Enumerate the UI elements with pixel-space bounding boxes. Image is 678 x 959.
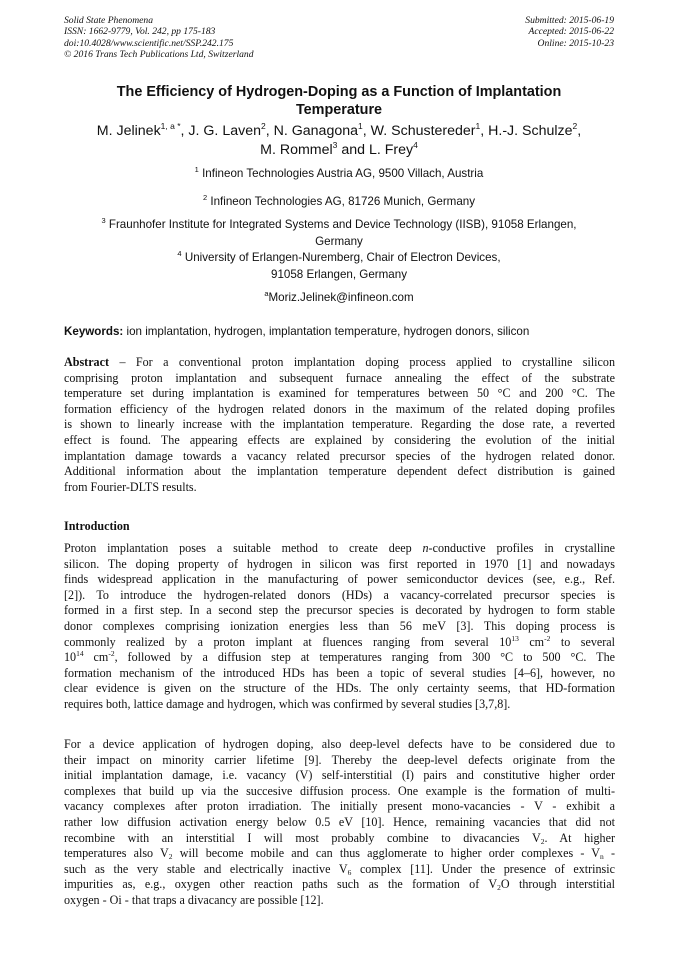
- submitted-date: Submitted: 2015-06-19: [525, 15, 614, 26]
- author-name: M. Rommel: [260, 142, 333, 158]
- author-name: L. Frey: [368, 142, 414, 158]
- affiliation-2: $^2$ Infineon Technologies AG, 81726 Munich, Germany: [202, 193, 476, 208]
- affiliation-3: $^3$ Fraunhofer Institute for Integrated Systems and Device Technology (IISB), 91058 Erlangen, Germany: [101, 216, 577, 248]
- abstract-label: Abstract: [64, 355, 110, 369]
- copyright-line: © 2016 Trans Tech Publications Ltd, Switzerland: [64, 48, 254, 60]
- keywords-text: ion implantation, hydrogen, implantation temperature, hydrogen donors, silicon: [123, 325, 530, 338]
- introduction-paragraph-2: For a device application of hydrogen doping, also deep-level defects have to be considered due to their impact on minority carrier lifetime [9]. Thereby the deep-level defects originate from the initial implantation damage, i.e. vacancy (V) self-interstitial (I) pairs and constitutive higher order complexes that build up via the succesive diffusion process. One example is the formation of multi- vacancy complexes after proton irradiation. The initially present mono-vacancies - V - exhibit a rather low diffusion activation energy below 0.5 eV [10]. Hence, remaining vacancies that did not recombine with an interstitial I will most probably combine to divacancies $V_2$. At higher temperatures also $V_2$ will become mobile and can thus agglomerate to higher order complexes - $V_n$ - such as the very stable and electrically inactive $V_6$ complex [11]. Under the presence of extrinsic impurities as, e.g., oxygen other reaction paths such as the formation of $V_2O$ through interstitial oxygen - Oi - that traps a divacancy are possible [12].: [64, 737, 615, 907]
- author-list: M. Jelinek$^{1, a *}$, J. G. Laven$^2$, N. Ganagona$^1$, W. Schustereder$^1$, H.-J. Schulze$^2$, M. Rommel$^3$ and L. Frey$^4$: [96, 121, 582, 158]
- abstract-paragraph: Abstract – For a conventional proton implantation doping process applied to crystalline silicon comprising proton implantation and subsequent furnace annealing the effect of the substrate temperature set during implantation is examined for temperatures between 50 °C and 200 °C. The formation efficiency of the hydrogen related donors in the maximum of the related doping profiles is shown to linearly increase with the implantation temperature. Regarding the dose rate, a reverted effect is found. The appearing effects are explained by considering the evolution of the initial implantation damage towards a vacancy related precursor species of the hydrogen related donor. Additional information about the implantation temperature dependent defect distribution is gained from Fourier-DLTS results.: [64, 355, 615, 494]
- affiliation-4: $^4$ University of Erlangen-Nuremberg, Chair of Electron Devices, 91058 Erlangen, Germany: [177, 249, 501, 281]
- introduction-heading: Introduction: [64, 519, 130, 533]
- online-date: Online: 2015-10-23: [537, 37, 614, 49]
- keywords-label: Keywords:: [64, 325, 124, 338]
- accepted-date: Accepted: 2015-06-22: [528, 26, 614, 38]
- introduction-paragraph-1: Proton implantation poses a suitable method to create deep n-conductive profiles in crystalline silicon. The doping property of hydrogen in silicon was first reported in 1970 [1] and nowadays finds widespread application in the manufacturing of power semiconductor devices (see, e.g., Ref. [2]). To introduce the hydrogen-related donors (HDs) a vacancy-correlated precursor species is formed in a first step. In a second step the precursor species is decorated by hydrogen to form stable donor complexes comprising ionization energies less than 56 meV [3]. This doping process is commonly realized by a proton implant at fluences ranging from several $10^{13}$ $cm^{-2}$ to several $10^{14}$ $cm^{-2}$, followed by a diffusion step at temperatures ranging from 300 °C to 500 °C. The formation mechanism of the introduced HDs has been a topic of several studies [4–6], however, no clear evidence is given on the structure of the HDs. The only certainty seems, that HD-formation requires both, lattice damage and hydrogen, which was confirmed by several studies [3,7,8].: [64, 541, 615, 711]
- issn-line: ISSN: 1662-9779, Vol. 242, pp 175-183: [64, 26, 216, 38]
- author-email[interactable]: $^a$Moriz.Jelinek@infineon.com: [264, 289, 414, 304]
- author-name: W. Schustereder: [370, 123, 476, 139]
- keywords-line: [64, 324, 616, 339]
- email-link[interactable]: Moriz.Jelinek@infineon.com: [268, 291, 414, 304]
- journal-header-left: [64, 15, 254, 60]
- author-name: M. Jelinek: [96, 123, 161, 139]
- paper-title: The Efficiency of Hydrogen-Doping as a Function of Implantation Temperature: [116, 84, 562, 118]
- author-name: J. G. Laven: [188, 123, 261, 139]
- author-name: N. Ganagona: [273, 123, 359, 139]
- author-name: H.-J. Schulze: [488, 123, 573, 139]
- doi-line[interactable]: doi:10.4028/www.scientific.net/SSP.242.175: [64, 37, 234, 49]
- journal-header-right: [525, 15, 614, 49]
- journal-name: Solid State Phenomena: [64, 15, 153, 26]
- affiliation-1: $^1$ Infineon Technologies Austria AG, 9500 Villach, Austria: [194, 165, 484, 180]
